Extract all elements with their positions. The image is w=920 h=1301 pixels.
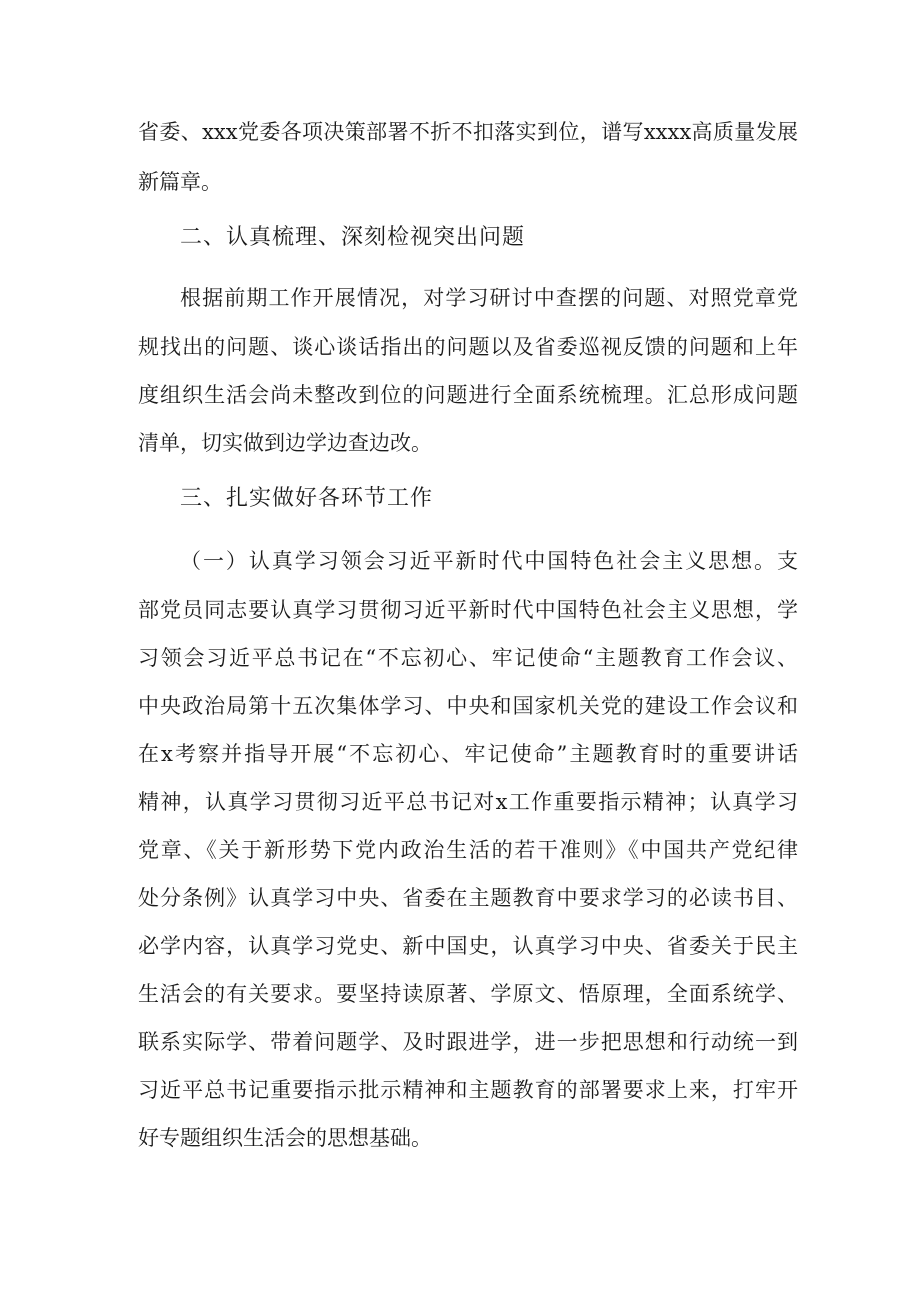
para3-line-8: 处分条例》认真学习中央、省委在主题教育中要求学习的必读书目、: [138, 886, 798, 910]
para3-line-4: 中央政治局第十五次集体学习、中央和国家机关党的建设工作会议和: [138, 694, 798, 718]
section-heading-2: 二、认真梳理、深刻检视突出问题: [180, 225, 526, 250]
intro-line-1: 省委、xxx党委各项决策部署不折不扣落实到位，谱写xxxx高质量发展: [138, 120, 798, 144]
para3-line-13: 好专题组织生活会的思想基础。: [138, 1126, 432, 1150]
section-heading-3: 三、扎实做好各环节工作: [180, 486, 434, 511]
para3-line-1: （一）认真学习领会习近平新时代中国特色社会主义思想。支: [180, 549, 798, 573]
para3-line-5: 在x考察并指导开展“不忘初心、牢记使命”主题教育时的重要讲话: [138, 742, 798, 766]
para2-line-4: 清单，切实做到边学边查边改。: [138, 431, 432, 455]
para3-line-7: 党章、《关于新形势下党内政治生活的若干准则》《中国共产党纪律: [138, 838, 798, 862]
para2-line-3: 度组织生活会尚未整改到位的问题进行全面系统梳理。汇总形成问题: [138, 383, 798, 407]
para3-line-10: 生活会的有关要求。要坚持读原著、学原文、悟原理，全面系统学、: [138, 982, 798, 1006]
para2-line-2: 规找出的问题、谈心谈话指出的问题以及省委巡视反馈的问题和上年: [138, 335, 798, 359]
para3-line-12: 习近平总书记重要指示批示精神和主题教育的部署要求上来，打牢开: [138, 1078, 798, 1102]
para3-line-2: 部党员同志要认真学习贯彻习近平新时代中国特色社会主义思想，学: [138, 598, 798, 622]
intro-line-2: 新篇章。: [138, 170, 222, 194]
para3-line-9: 必学内容，认真学习党史、新中国史，认真学习中央、省委关于民主: [138, 934, 798, 958]
para3-line-6: 精神，认真学习贯彻习近平总书记对x工作重要指示精神；认真学习: [138, 790, 798, 814]
para2-line-1: 根据前期工作开展情况，对学习研讨中查摆的问题、对照党章党: [180, 286, 798, 310]
para3-line-11: 联系实际学、带着问题学、及时跟进学，进一步把思想和行动统一到: [138, 1030, 798, 1054]
para3-line-3: 习领会习近平总书记在“不忘初心、牢记使命“主题教育工作会议、: [138, 646, 798, 670]
